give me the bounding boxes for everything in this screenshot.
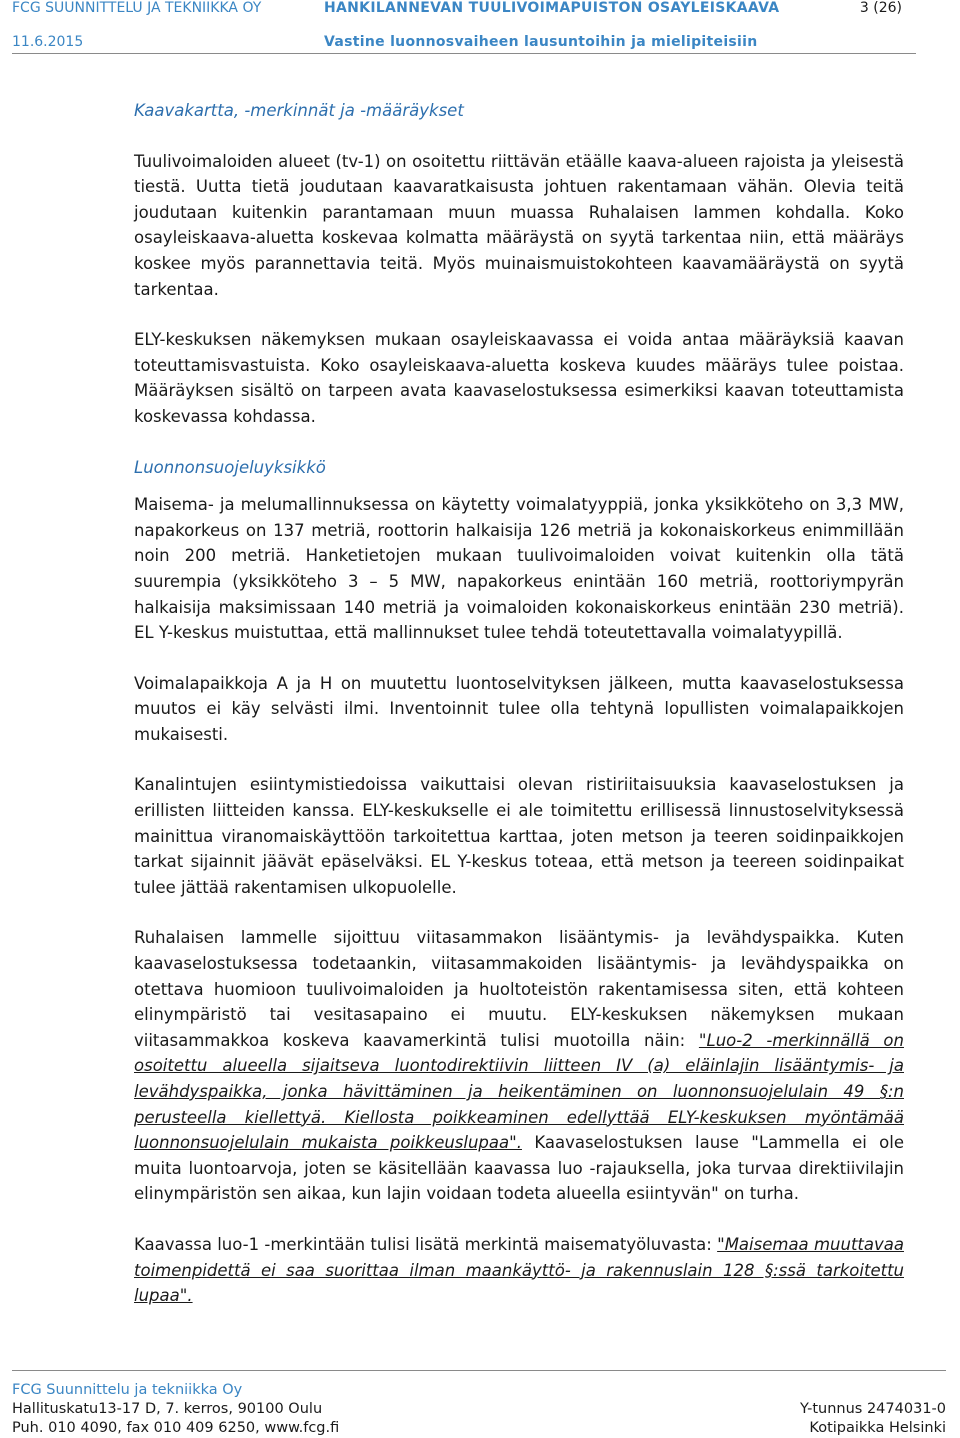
footer-kotipaikka: Kotipaikka Helsinki — [809, 1420, 946, 1436]
paragraph-2: ELY-keskuksen näkemyksen mukaan osayleiskaavassa ei voida antaa määräyksiä kaavan toteuttamisvastuista. Koko osayleiskaava-aluetta koskeva kuudes määräys tulee poistaa. Määräyksen sisältö on tarpeen avata kaavaselostuksessa esimerkiksi kaavan toteuttamista koskevassa kohdassa. — [134, 330, 904, 426]
header-row-2 — [12, 34, 916, 54]
paragraph-7-quote: "Maisemaa muuttavaa toimenpidettä ei saa suorittaa ilman maankäyttö- ja rakennuslain 128 §:ssä tarkoitettu lupaa". — [134, 1234, 904, 1306]
header-date: 11.6.2015 — [12, 34, 84, 50]
paragraph-3: Maisema- ja melumallinnuksessa on käytetty voimalatyyppiä, jonka yksikköteho on 3,3 MW, napakorkeus on 137 metriä, roottorin halkaisija 126 metriä ja kokonaiskorkeus enimmillään noin 200 metriä. Hanketietojen mukaan tuulivoimaloiden voivat kuitenkin olla tätä suurempia (yksikköteho 3 – 5 MW, napakorkeus enintään 160 metriä, roottoriympyrän halkaisija maksimissaan 140 metriä ja voimaloiden kokonaiskorkeus enintään 230 metriä). EL Y-keskus muistuttaa, että mallinnukset tulee tehdä toteutettavalla voimalatyypillä. — [134, 495, 904, 643]
header-row-1 — [12, 0, 916, 20]
paragraph-7 — [134, 1232, 904, 1309]
paragraph-1: Tuulivoimaloiden alueet (tv-1) on osoitettu riittävän etäälle kaava-alueen rajoista ja yleisestä tiestä. Uutta tietä joudutaan kaavaratkaisusta johtuen rakentamaan vähän. Olevia teitä joudutaan kuitenkin parantamaan muun muassa Ruhalaisen lammen kohdalla. Koko osayleiskaava-aluetta koskevaa kolmatta määräystä on syytä tarkentaa niin, että määräys koskee myös parannettavia teitä. Myös muinaismuistokohteen kaavamääräystä on syytä tarkentaa. — [134, 151, 904, 299]
footer-company: FCG Suunnittelu ja tekniikka Oy — [12, 1382, 243, 1398]
footer-row-1 — [12, 1381, 946, 1400]
header-subtitle: Vastine luonnosvaiheen lausuntoihin ja mielipiteisiin — [324, 34, 758, 50]
paragraph-4: Voimalapaikkoja A ja H on muutettu luontoselvityksen jälkeen, mutta kaavaselostuksessa muutos ei käy selvästi ilmi. Inventoinnit tulee olla tehtynä lopullisten voimalapaikkojen mukaisesti. — [134, 673, 904, 744]
section-heading-luonnonsuojelu: Luonnonsuojeluyksikkö — [134, 457, 326, 477]
document-body — [134, 98, 904, 1309]
paragraph-6-text-b: Kaavaselostuksen lause "Lammella ei ole muita luontoarvoja, joten se käsitellään kaavassa luo -rajauksella, joka turvaa direktiivilajin elinympäristön sen aikaa, kun lajin voidaan todeta alueella esiintyvän" on turha. — [134, 1133, 904, 1204]
page-footer — [12, 1370, 946, 1438]
header-title: HANKILANNEVAN TUULIVOIMAPUISTON OSAYLEISKAAVA — [324, 0, 780, 16]
footer-row-3 — [12, 1419, 946, 1438]
footer-address: Hallituskatu13-17 D, 7. kerros, 90100 Oulu — [12, 1401, 323, 1417]
footer-row-2 — [12, 1400, 946, 1419]
paragraph-7-text-a: Kaavassa luo-1 -merkintään tulisi lisätä merkintä maisematyöluvasta: — [134, 1234, 718, 1254]
paragraph-6-quote: "Luo-2 -merkinnällä on osoitettu alueella sijaitseva luontodirektiivin liitteen IV (a) eläinlajin lisääntymis- ja levähdyspaikka, jonka hävittäminen ja heikentäminen on luonnonsuojelulain 49 §:n perusteella kiellettyä. Kiellosta poikkeaminen edellyttää ELY-keskuksen myöntämää luonnonsuojelulain mukaista poikkeuslupaa". — [134, 1030, 904, 1153]
paragraph-5: Kanalintujen esiintymistiedoissa vaikuttaisi olevan ristiriitaisuuksia kaavaselostuksen ja erillisten liitteiden kanssa. ELY-keskukselle ei ale toimitettu erillisessä linnustoselvityksessä mainittua viranomaiskäyttöön tarkoitettua karttaa, joten metson ja teeren soidinpaikkojen tarkat sijainnit jäävät epäselväksi. EL Y-keskus toteaa, että metson ja teereen soidinpaikat tulee jättää rakentamisen ulkopuolelle. — [134, 775, 904, 897]
header-page-number: 3 (26) — [859, 0, 902, 16]
paragraph-6-text-a: Ruhalaisen lammelle sijoittuu viitasammakon lisääntymis- ja levähdyspaikka. Kuten kaavaselostuksessa todetaankin, viitasammakoiden lisääntymis- ja levähdyspaikka on otettava huomioon tuulivoimaloiden ja huoltoteistön rakentamisessa siten, että kohteen elinympäristö tai vesitasapaino ei muutu. ELY-keskuksen näkemyksen mukaan viitasammakkoa koskeva kaavamerkintä tulisi muotoilla näin: — [134, 928, 904, 1050]
page-header — [12, 0, 916, 54]
footer-contact: Puh. 010 4090, fax 010 409 6250, www.fcg.fi — [12, 1420, 340, 1436]
footer-ytunnus: Y-tunnus 2474031-0 — [799, 1401, 946, 1417]
header-company: FCG SUUNNITTELU JA TEKNIIKKA OY — [12, 0, 262, 16]
paragraph-6 — [134, 925, 904, 1207]
section-heading-kaavakartta: Kaavakartta, -merkinnät ja -määräykset — [134, 101, 464, 120]
